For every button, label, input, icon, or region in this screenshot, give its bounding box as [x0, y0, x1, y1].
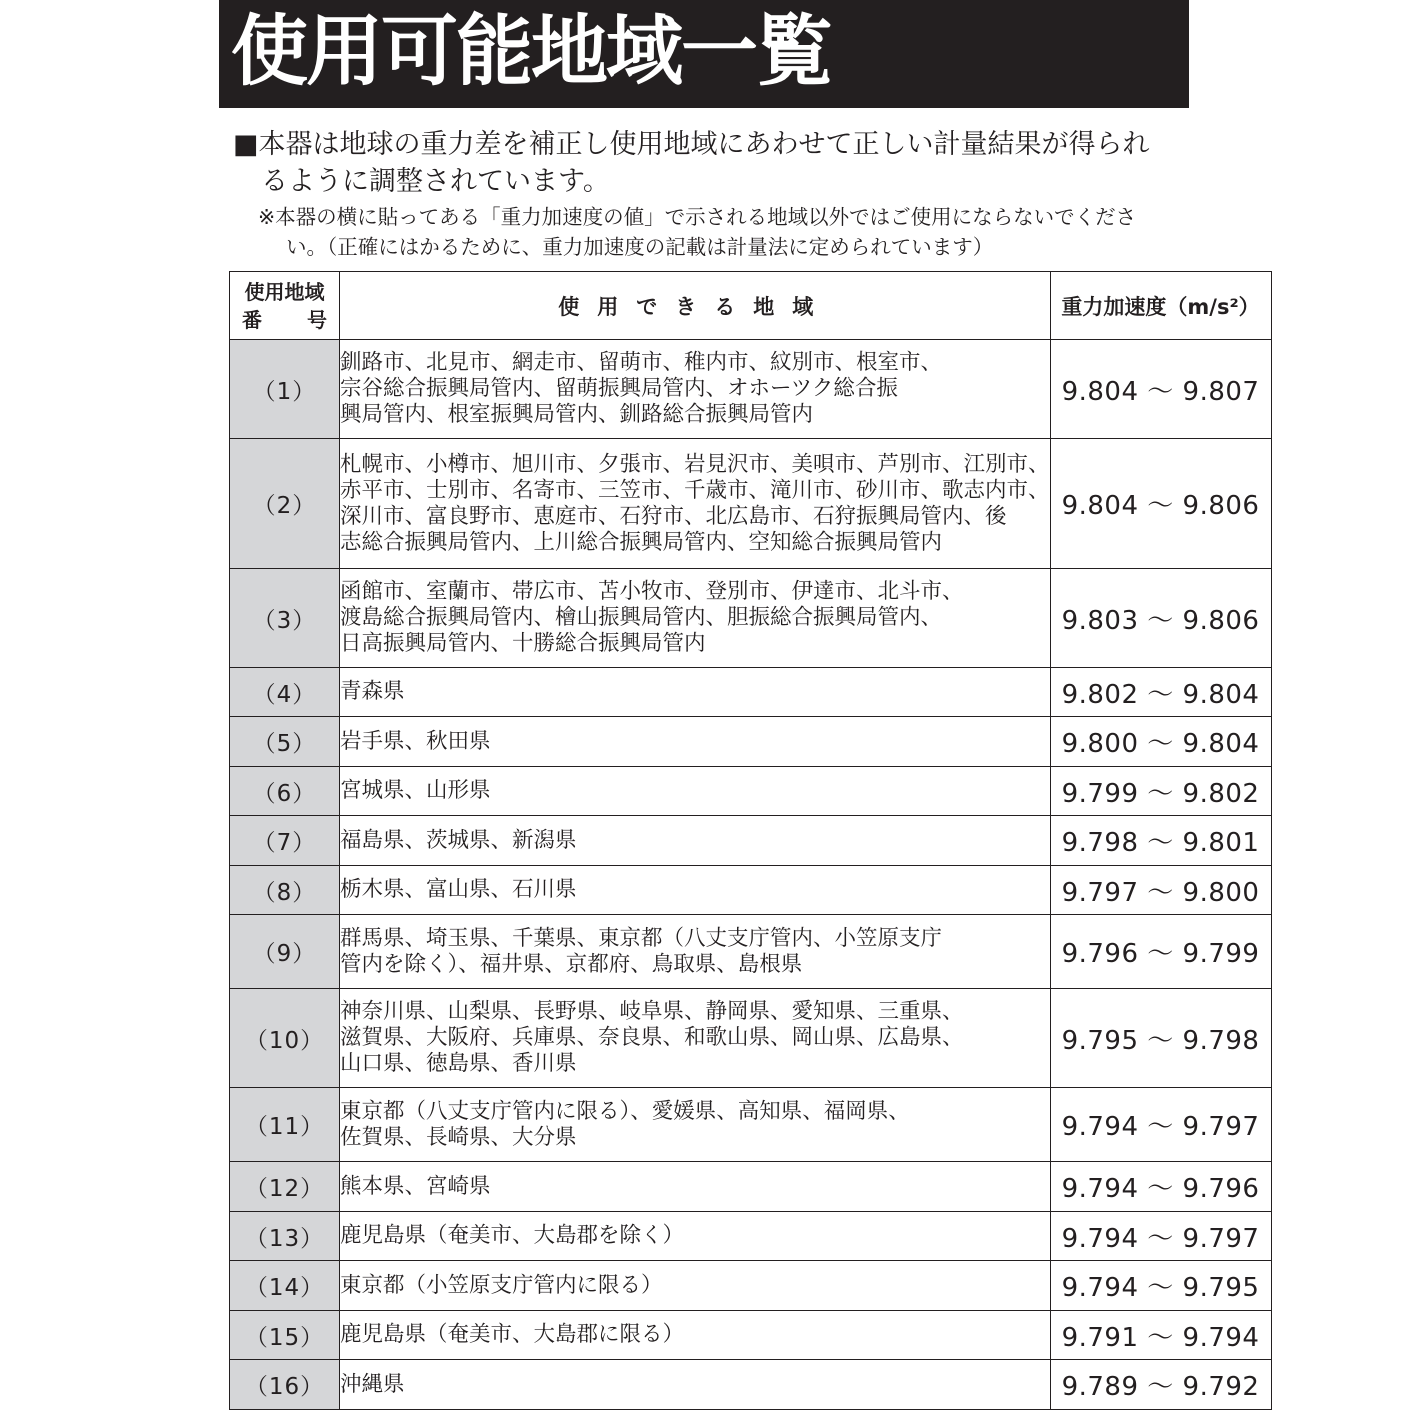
- area-line: 青森県: [340, 679, 405, 704]
- title-bar: [219, 0, 1189, 108]
- area-line: 栃木県、富山県、石川県: [340, 877, 577, 902]
- area-cell: [340, 1261, 1051, 1311]
- area-line: 鹿児島県（奄美市、大島郡を除く）: [340, 1223, 685, 1248]
- intro-paragraph: [233, 126, 1193, 200]
- gravity-range-cell: 9.795 ～ 9.798: [1050, 989, 1271, 1088]
- table-row: [230, 1261, 1272, 1311]
- area-line: 宗谷総合振興局管内、留萌振興局管内、オホーツク総合振: [340, 376, 898, 401]
- area-line: 志総合振興局管内、上川総合振興局管内、空知総合振興局管内: [340, 529, 943, 555]
- table-row: [230, 767, 1272, 816]
- area-number-cell: （15）: [230, 1311, 340, 1360]
- gravity-range-cell: 9.791 ～ 9.794: [1050, 1311, 1271, 1360]
- gravity-range-cell: 9.794 ～ 9.795: [1050, 1261, 1271, 1311]
- gravity-range-cell: 9.800 ～ 9.804: [1050, 717, 1271, 767]
- area-cell: [340, 717, 1051, 767]
- area-line: 岩手県、秋田県: [340, 728, 491, 754]
- area-line: 管内を除く）、福井県、京都府、鳥取県、島根県: [340, 951, 803, 977]
- gravity-range-cell: 9.803 ～ 9.806: [1050, 569, 1271, 668]
- area-cell: [340, 816, 1051, 866]
- area-number-cell: （3）: [230, 569, 340, 668]
- gravity-range-cell: 9.802 ～ 9.804: [1050, 668, 1271, 717]
- header-number-go: 号: [307, 307, 327, 332]
- area-cell: [340, 989, 1051, 1088]
- note-line-2: い。（正確にはかるために、重力加速度の記載は計量法に定められています）: [286, 235, 994, 259]
- gravity-range-cell: 9.804 ～ 9.807: [1050, 340, 1271, 439]
- area-number-cell: （13）: [230, 1212, 340, 1261]
- area-line: 福島県、茨城県、新潟県: [340, 827, 577, 853]
- area-number-cell: （9）: [230, 915, 340, 989]
- table-row: [230, 915, 1272, 989]
- header-gravity: 重力加速度（m/s²）: [1050, 272, 1271, 340]
- table-row: [230, 816, 1272, 866]
- table-row: [230, 866, 1272, 915]
- table-header-row: [230, 272, 1272, 340]
- table-body: [230, 340, 1272, 1410]
- table-row: [230, 668, 1272, 717]
- area-number-cell: （14）: [230, 1261, 340, 1311]
- area-number-cell: （8）: [230, 866, 340, 915]
- area-line: 日高振興局管内、十勝総合振興局管内: [340, 631, 706, 656]
- area-line: 釧路市、北見市、網走市、留萌市、稚内市、紋別市、根室市、: [340, 350, 943, 375]
- header-area: 使用できる地域: [340, 272, 1051, 340]
- area-cell: [340, 1360, 1051, 1410]
- gravity-range-cell: 9.799 ～ 9.802: [1050, 767, 1271, 816]
- note-paragraph: [258, 202, 1188, 262]
- area-cell: [340, 1088, 1051, 1162]
- intro-line-2: るように調整されています。: [261, 166, 610, 197]
- table-row: [230, 1088, 1272, 1162]
- page-title: 使用可能地域一覧: [231, 8, 831, 97]
- gravity-range-cell: 9.794 ～ 9.796: [1050, 1162, 1271, 1212]
- table-row: [230, 569, 1272, 668]
- table-row: [230, 989, 1272, 1088]
- area-cell: [340, 1212, 1051, 1261]
- gravity-range-cell: 9.804 ～ 9.806: [1050, 439, 1271, 569]
- header-number: [230, 272, 340, 340]
- area-number-cell: （6）: [230, 767, 340, 816]
- area-cell: [340, 866, 1051, 915]
- area-cell: [340, 340, 1051, 439]
- table-row: [230, 1212, 1272, 1261]
- gravity-range-cell: 9.789 ～ 9.792: [1050, 1360, 1271, 1410]
- area-number-cell: （11）: [230, 1088, 340, 1162]
- area-line: 佐賀県、長崎県、大分県: [340, 1124, 577, 1150]
- area-number-cell: （5）: [230, 717, 340, 767]
- area-line: 函館市、室蘭市、帯広市、苫小牧市、登別市、伊達市、北斗市、: [340, 579, 964, 604]
- area-number-cell: （1）: [230, 340, 340, 439]
- table-row: [230, 439, 1272, 569]
- area-cell: [340, 915, 1051, 989]
- gravity-range-cell: 9.797 ～ 9.800: [1050, 866, 1271, 915]
- area-cell: [340, 569, 1051, 668]
- area-line: 深川市、富良野市、恵庭市、石狩市、北広島市、石狩振興局管内、後: [340, 503, 1007, 529]
- area-line: 渡島総合振興局管内、檜山振興局管内、胆振総合振興局管内、: [340, 605, 943, 630]
- area-line: 赤平市、士別市、名寄市、三笠市、千歳市、滝川市、砂川市、歌志内市、: [340, 477, 1050, 503]
- area-cell: [340, 767, 1051, 816]
- area-line: 山口県、徳島県、香川県: [340, 1051, 577, 1076]
- table-row: [230, 1311, 1272, 1360]
- area-line: 群馬県、埼玉県、千葉県、東京都（八丈支庁管内、小笠原支庁: [340, 925, 943, 951]
- table-row: [230, 340, 1272, 439]
- area-number-cell: （4）: [230, 668, 340, 717]
- area-cell: [340, 1162, 1051, 1212]
- area-number-cell: （16）: [230, 1360, 340, 1410]
- area-line: 滋賀県、大阪府、兵庫県、奈良県、和歌山県、岡山県、広島県、: [340, 1025, 964, 1050]
- area-number-cell: （2）: [230, 439, 340, 569]
- header-number-ban: 番: [242, 307, 262, 332]
- table-row: [230, 1360, 1272, 1410]
- area-line: 東京都（小笠原支庁管内に限る）: [340, 1272, 663, 1298]
- header-number-line2: [230, 306, 339, 334]
- intro-line-1: ■本器は地球の重力差を補正し使用地域にあわせて正しい計量結果が得られ: [233, 129, 1150, 160]
- header-number-line1: 使用地域: [244, 279, 325, 304]
- area-line: 興局管内、根室振興局管内、釧路総合振興局管内: [340, 402, 814, 427]
- area-line: 沖縄県: [340, 1371, 405, 1397]
- area-line: 札幌市、小樽市、旭川市、夕張市、岩見沢市、美唄市、芦別市、江別市、: [340, 451, 1050, 477]
- area-cell: [340, 668, 1051, 717]
- gravity-table: [229, 271, 1272, 1410]
- area-line: 東京都（八丈支庁管内に限る）、愛媛県、高知県、福岡県、: [340, 1098, 910, 1124]
- gravity-range-cell: 9.798 ～ 9.801: [1050, 816, 1271, 866]
- area-line: 熊本県、宮崎県: [340, 1173, 491, 1199]
- area-cell: [340, 439, 1051, 569]
- gravity-range-cell: 9.794 ～ 9.797: [1050, 1212, 1271, 1261]
- gravity-range-cell: 9.794 ～ 9.797: [1050, 1088, 1271, 1162]
- gravity-range-cell: 9.796 ～ 9.799: [1050, 915, 1271, 989]
- area-line: 鹿児島県（奄美市、大島郡に限る）: [340, 1322, 685, 1347]
- area-cell: [340, 1311, 1051, 1360]
- area-line: 神奈川県、山梨県、長野県、岐阜県、静岡県、愛知県、三重県、: [340, 999, 964, 1024]
- table-row: [230, 717, 1272, 767]
- note-line-1: ※本器の横に貼ってある「重力加速度の値」で示される地域以外ではご使用にならないでくださ: [258, 205, 1137, 229]
- area-number-cell: （7）: [230, 816, 340, 866]
- table-row: [230, 1162, 1272, 1212]
- area-number-cell: （10）: [230, 989, 340, 1088]
- area-number-cell: （12）: [230, 1162, 340, 1212]
- area-line: 宮城県、山形県: [340, 778, 491, 803]
